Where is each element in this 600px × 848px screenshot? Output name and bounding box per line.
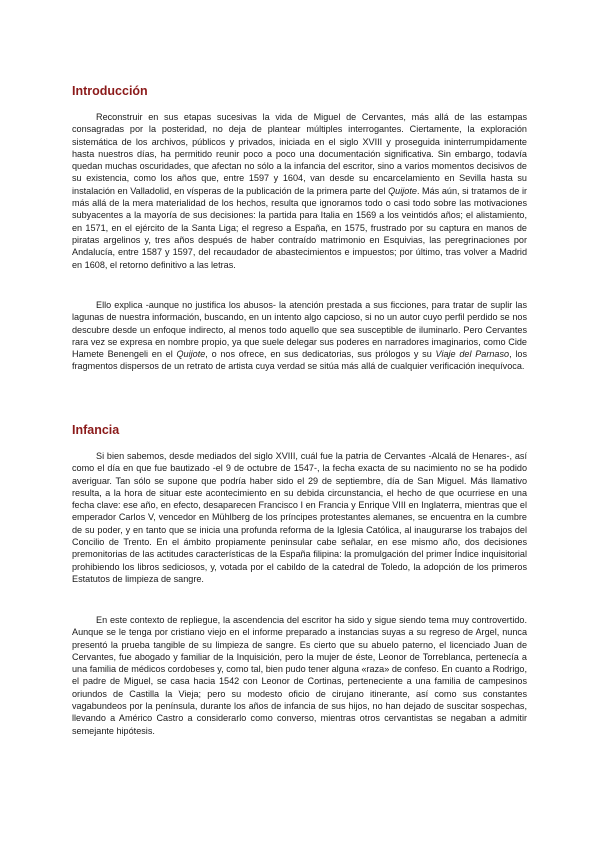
paragraph-infancia-1 [72,450,527,585]
text-segment: , o nos ofrece, en sus dedicatorias, sus prólogos y su [205,349,436,360]
text-segment: Reconstruir en sus etapas sucesivas la vida de Miguel de Cervantes, más allá de las estampas consagradas por la posteridad, no deja de plantear múltiples interrogantes. Ciertamente, la exploración sistemática de los archivos, públicos y privados, iniciada en el siglo XVIII y proseguida ininterrumpidamente hasta nuestros días, ha permitido reunir poco a poco una documentación significativa. Sin embargo, todavía quedan muchas oscuridades, que afectan no sólo a la infancia del escritor, sino a varios momentos decisivos de su existencia, como los años que, entre 1597 y 1604, van desde su encarcelamiento en Sevilla hasta su instalación en Valladolid, en vísperas de la publicación de la primera parte del [72,112,527,196]
italic-title-quijote: Quijote [388,185,417,196]
text-segment: Si bien sabemos, desde mediados del siglo XVIII, cuál fue la patria de Cervantes -Alcalá de Henares-, así como el día en que fue bautizado -el 9 de octubre de 1547-, la fecha exacta de su nacimiento no se ha podido averiguar. Tan sólo se supone que podría haber sido el 29 de septiembre, día de San Miguel. Más llamativo resulta, a la hora de situar este acontecimiento en su debida circunstancia, el hecho de que ocurriese en una fecha clave: ese año, en efecto, desaparecen Francisco I en Francia y Enrique VIII en Inglaterra, mientras que el emperador Carlos V, vencedor en Mühlberg de los príncipes protestantes alemanes, se encuentra en la cumbre de su poder, y en tanto que se inicia una profunda reforma de la Iglesia Católica, al inaugurarse los trabajos del Concilio de Trento. En el ámbito propiamente peninsular cabe señalar, en ese mismo año, dos decisiones premonitorias de las actitudes características de la España filipina: la promulgación del primer Índice inquisitorial prohibiendo los libros sediciosos, y, votada por el cabildo de la catedral de Toledo, la adopción de los primeros Estatutos de limpieza de sangre. [72,451,527,584]
text-segment: En este contexto de repliegue, la ascendencia del escritor ha sido y sigue siendo tema muy controvertido. Aunque se le tenga por cristiano viejo en el informe preparado a instancias suyas a su regreso de Argel, nunca presentó la prueba tangible de su limpieza de sangre. Es cierto que su abuelo paterno, el licenciado Juan de Cervantes, fue abogado y familiar de la Inquisición, pero la mujer de éste, Leonor de Torreblanca, pertenecía a una familia de médicos cordobeses y, como tal, bien pudo tener alguna «raza» de confeso. En cuanto a Rodrigo, el padre de Miguel, se casa hacia 1542 con Leonor de Cortinas, perteneciente a una familia de campesinos oriundos de Castilla la Vieja; pero su modesto oficio de cirujano itinerante, así como sus constantes vagabundeos por la península, durante los años de infancia de sus hijos, no han dejado de suscitar sospechas, llevando a Américo Castro a considerarlo como converso, mientras otros cervantistas se negaban a admitir semejante hipótesis. [72,615,527,736]
text-segment: , los fragmentos dispersos de un retrato de artista cuya verdad se sitúa más allá de cualquier verificación inequívoca. [72,349,528,372]
text-segment: . Más aún, si tratamos de ir más allá de la mera materialidad de los hechos, resulta que ignoramos todo o casi todo sobre las motivaciones subyacentes a la mayoría de sus decisiones: la partida para Italia en 1569 a los veintidós años; el alistamiento, en 1571, en el ejército de la Santa Liga; el regreso a España, en 1575, frustrado por su captura en manos de piratas argelinos y, tres años después de haber contraído matrimonio en Esquivias, las peregrinaciones por Andalucía, entre 1587 y 1597, del recaudador de abastecimientos e impuestos; por último, tras volver a Madrid en 1608, el retorno definitivo a las letras. [72,185,527,270]
heading-infancia: Infancia [72,423,120,437]
text-segment: Ello explica -aunque no justifica los abusos- la atención prestada a sus ficciones, para tratar de suplir las lagunas de nuestra información, buscando, en un intento algo capcioso, si no un autor cuyo perfil perdido se nos descubre desde un enfoque indirecto, al menos todo aquello que sea susceptible de iluminarlo. Pero Cervantes rara vez se expresa en nombre propio, ya que suele delegar sus poderes en narradores imaginarios, como Cide Hamete Benengeli en el [72,300,527,360]
paragraph-intro-2 [72,299,527,373]
heading-introduccion: Introducción [72,84,148,98]
italic-title-quijote: Quijote [176,349,206,360]
italic-title-viaje-del-parnaso: Viaje del Parnaso [435,349,510,360]
paragraph-infancia-2 [72,614,527,737]
paragraph-intro-1 [72,111,527,271]
